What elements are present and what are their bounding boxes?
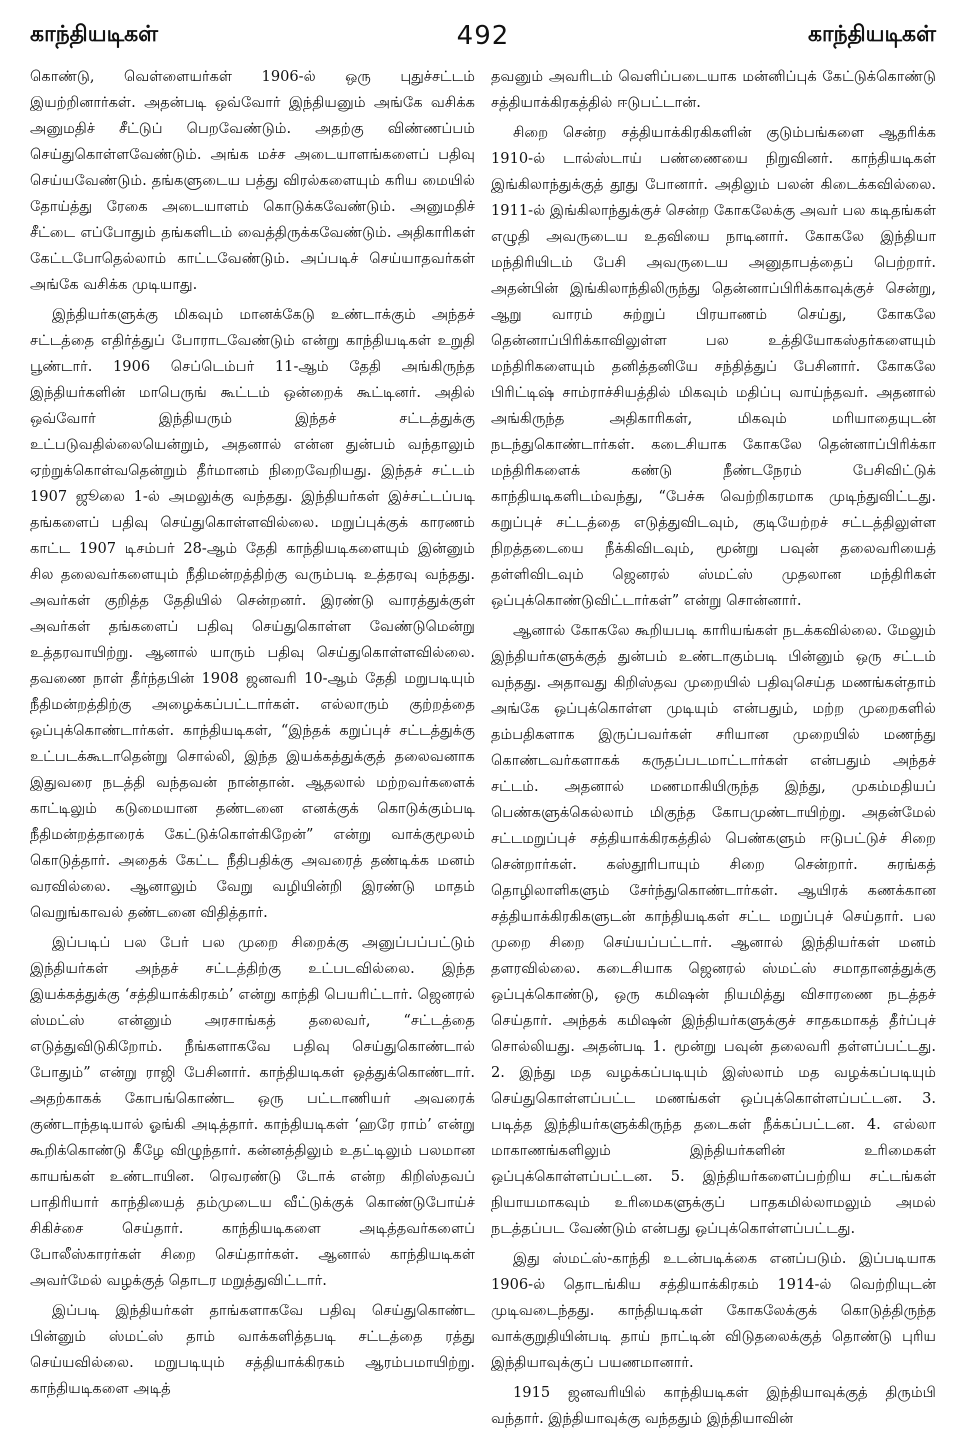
paragraph: ஆனால் கோகலே கூறியபடி காரியங்கள் நடக்கவில்லை. மேலும் இந்தியர்களுக்குத் துன்பம் உண்டாகும்படி பின்னும் ஒரு சட்டம் வந்தது. அதாவது கிறிஸ்தவ முறையில் பதிவுசெய்த மணங்கள்தாம் அங்கே ஒப்புக்கொள்ள முடியும் என்பதும், மற்ற முறைகளில் தம்பதிகளாக இருப்பவர்கள் சரியான முறையில் மணந்து கொண்டவர்களாகக் கருதப்படமாட்டார்கள் என்பதும் அந்தச் சட்டம். அதனால் மணமாகியிருந்த இந்து, முகம்மதியப் பெண்களுக்கெல்லாம் மிகுந்த கோபமுண்டாயிற்று. அதன்மேல் சட்டமறுப்புச் சத்தியாக்கிரகத்தில் பெண்களும் ஈடுபட்டுச் சிறை சென்றார்கள். கஸ்தூரிபாயும் சிறை சென்றார். சுரங்கத் தொழிலாளிகளும் சேர்ந்துகொண்டார்கள். ஆயிரக் கணக்கான சத்தியாக்கிரகிகளுடன் காந்தியடிகள் சட்ட மறுப்புச் செய்தார். பல முறை சிறை செய்யப்பட்டார். ஆனால் இந்தியர்கள் மனம் தளரவில்லை. கடைசியாக ஜெனரல் ஸ்மட்ஸ் சமாதானத்துக்கு ஒப்புக்கொண்டு, ஒரு கமிஷன் நியமித்து விசாரணை நடத்தச் செய்தார். அந்தக் கமிஷன் இந்தியர்களுக்குச் சாதகமாகத் தீர்ப்புச் சொல்லியது. அதன்படி 1. மூன்று பவுன் தலைவரி தள்ளப்பட்டது. 2. இந்து மத வழக்கப்படியும் இஸ்லாம் மத வழக்கப்படியும் செய்துகொள்ளப்பட்ட மணங்கள் ஒப்புக்கொள்ளப்பட்டன. 3. படித்த இந்தியர்களுக்கிருந்த தடைகள் நீக்கப்பட்டன. 4. எல்லா மாகாணங்களிலும் இந்தியர்களின் உரிமைகள் ஒப்புக்கொள்ளப்பட்டன. 5. இந்தியர்களைப்பற்றிய சட்டங்கள் நியாயமாகவும் உரிமைகளுக்குப் பாதகமில்லாமலும் அமல் நடத்தப்பட வேண்டும் என்பது ஒப்புக்கொள்ளப்பட்டது. bbox=[491, 622, 936, 1237]
page-header bbox=[30, 16, 936, 56]
right-column bbox=[491, 64, 936, 1427]
text-columns bbox=[30, 64, 936, 1427]
paragraph: இது ஸ்மட்ஸ்-காந்தி உடன்படிக்கை எனப்படும். இப்படியாக 1906-ல் தொடங்கிய சத்தியாக்கிரகம் 1914-ல் வெற்றியுடன் முடிவடைந்தது. காந்தியடிகள் கோகலேக்குக் கொடுத்திருந்த வாக்குறுதியின்படி தாய் நாட்டின் விடுதலைக்குத் தொண்டு புரிய இந்தியாவுக்குப் பயணமானார். bbox=[491, 1250, 936, 1371]
left-column bbox=[30, 64, 475, 1397]
running-head-right: காந்தியடிகள் bbox=[807, 22, 936, 47]
paragraph: தவனும் அவரிடம் வெளிப்படையாக மன்னிப்புக் கேட்டுக்கொண்டு சத்தியாக்கிரகத்தில் ஈடுபட்டான். bbox=[491, 68, 936, 111]
paragraph: இப்படிப் பல பேர் பல முறை சிறைக்கு அனுப்பப்பட்டும் இந்தியர்கள் அந்தச் சட்டத்திற்கு உட்படவில்லை. இந்த இயக்கத்துக்கு ‘சத்தியாக்கிரகம்’ என்று காந்தி பெயரிட்டார். ஜெனரல் ஸ்மட்ஸ் என்னும் அரசாங்கத் தலைவர், “சட்டத்தை எடுத்துவிடுகிறோம். நீங்களாகவே பதிவு செய்துகொண்டால் போதும்” என்று ராஜி பேசினார். காந்தியடிகள் ஒத்துக்கொண்டார். அதற்காகக் கோபங்கொண்ட ஒரு பட்டாணியர் அவரைக் குண்டாந்தடியால் ஓங்கி அடித்தார். காந்தியடிகள் ‘ஹரே ராம்’ என்று கூறிக்கொண்டு கீழே விழுந்தார். கன்னத்திலும் உதட்டிலும் பலமான காயங்கள் உண்டாயின. ரெவரண்டு டோக் என்ற கிறிஸ்தவப் பாதிரியார் காந்தியைத் தம்முடைய வீட்டுக்குக் கொண்டுபோய்ச் சிகிச்சை செய்தார். காந்தியடிகளை அடித்தவர்களைப் போலீஸ்காரர்கள் சிறை செய்தார்கள். ஆனால் காந்தியடிகள் அவர்மேல் வழக்குத் தொடர மறுத்துவிட்டார். bbox=[30, 934, 475, 1289]
paragraph: இந்தியர்களுக்கு மிகவும் மானக்கேடு உண்டாக்கும் அந்தச் சட்டத்தை எதிர்த்துப் போராடவேண்டும் என்று காந்தியடிகள் உறுதி பூண்டார். 1906 செப்டெம்பர் 11-ஆம் தேதி அங்கிருந்த இந்தியர்களின் மாபெருங் கூட்டம் ஒன்றைக் கூட்டினர். அதில் ஒவ்வோர் இந்தியரும் இந்தச் சட்டத்துக்கு உட்படுவதில்லையென்றும், அதனால் என்ன துன்பம் வந்தாலும் ஏற்றுக்கொள்வதென்றும் தீர்மானம் நிறைவேறியது. இந்தச் சட்டம் 1907 ஜூலை 1-ல் அமலுக்கு வந்தது. இந்தியர்கள் இச்சட்டப்படி தங்களைப் பதிவு செய்துகொள்ளவில்லை. மறுப்புக்குக் காரணம் காட்ட 1907 டிசம்பர் 28-ஆம் தேதி காந்தியடிகளையும் இன்னும் சில தலைவர்களையும் நீதிமன்றத்திற்கு வரும்படி உத்தரவு வந்தது. அவர்கள் குறித்த தேதியில் சென்றனர். இரண்டு வாரத்துக்குள் அவர்கள் தங்களைப் பதிவு செய்துகொள்ள வேண்டுமென்று உத்தரவாயிற்று. ஆனால் யாரும் பதிவு செய்துகொள்ளவில்லை. தவணை நாள் தீர்ந்தபின் 1908 ஜனவரி 10-ஆம் தேதி மறுபடியும் நீதிமன்றத்திற்கு அழைக்கப்பட்டார்கள். எல்லாரும் குற்றத்தை ஒப்புக்கொண்டார்கள். காந்தியடிகள், “இந்தக் கறுப்புச் சட்டத்துக்கு உட்படக்கூடாதென்று சொல்லி, இந்த இயக்கத்துக்குத் தலைவனாக இதுவரை நடத்தி வந்தவன் நான்தான். ஆதலால் மற்றவர்களைக் காட்டிலும் கடுமையான தண்டனை எனக்குக் கொடுக்கும்படி நீதிமன்றத்தாரைக் கேட்டுக்கொள்கிறேன்” என்று வாக்குமூலம் கொடுத்தார். அதைக் கேட்ட நீதிபதிக்கு அவரைத் தண்டிக்க மனம் வரவில்லை. ஆனாலும் வேறு வழியின்றி இரண்டு மாதம் வெறுங்காவல் தண்டனை விதித்தார். bbox=[30, 306, 475, 921]
paragraph: 1915 ஜனவரியில் காந்தியடிகள் இந்தியாவுக்குத் திரும்பி வந்தார். இந்தியாவுக்கு வந்ததும் இந்தியாவின் bbox=[491, 1384, 936, 1427]
running-head-left: காந்தியடிகள் bbox=[30, 22, 159, 47]
paragraph: இப்படி இந்தியர்கள் தாங்களாகவே பதிவு செய்துகொண்ட பின்னும் ஸ்மட்ஸ் தாம் வாக்களித்தபடி சட்டத்தை ரத்து செய்யவில்லை. மறுபடியும் சத்தியாக்கிரகம் ஆரம்பமாயிற்று. காந்தியடிகளை அடித் bbox=[30, 1302, 475, 1397]
page-number: 492 bbox=[456, 21, 510, 51]
paragraph: கொண்டு, வெள்ளையர்கள் 1906-ல் ஒரு புதுச்சட்டம் இயற்றினார்கள். அதன்படி ஒவ்வோர் இந்தியனும் அங்கே வசிக்க அனுமதிச் சீட்டுப் பெறவேண்டும். அதற்கு விண்ணப்பம் செய்துகொள்ளவேண்டும். அங்க மச்ச அடையாளங்களைப் பதிவு செய்யவேண்டும். தங்களுடைய பத்து விரல்களையும் கரிய மையில் தோய்த்து ரேகை அடையாளம் கொடுக்கவேண்டும். அனுமதிச் சீட்டை எப்போதும் தங்களிடம் வைத்திருக்கவேண்டும். அதிகாரிகள் கேட்டபோதெல்லாம் காட்டவேண்டும். அப்படிச் செய்யாதவர்கள் அங்கே வசிக்க முடியாது. bbox=[30, 68, 475, 293]
paragraph: சிறை சென்ற சத்தியாக்கிரகிகளின் குடும்பங்களை ஆதரிக்க 1910-ல் டால்ஸ்டாய் பண்ணையை நிறுவினர். காந்தியடிகள் இங்கிலாந்துக்குத் தூது போனார். அதிலும் பலன் கிடைக்கவில்லை. 1911-ல் இங்கிலாந்துக்குச் சென்ற கோகலேக்கு அவர் பல கடிதங்கள் எழுதி அவருடைய உதவியை நாடினார். கோகலே இந்தியா மந்திரியிடம் பேசி அவருடைய அனுதாபத்தைப் பெற்றார். அதன்பின் இங்கிலாந்திலிருந்து தென்னாப்பிரிக்காவுக்குச் சென்று, ஆறு வாரம் சுற்றுப் பிரயாணம் செய்து, கோகலே தென்னாப்பிரிக்காவிலுள்ள பல உத்தியோகஸ்தர்களையும் மந்திரிகளையும் தனித்தனியே சந்தித்துப் பேசினார். கோகலே பிரிட்டிஷ் சாம்ராச்சியத்தில் மிகவும் மதிப்பு வாய்ந்தவர். அதனால் அங்கிருந்த அதிகாரிகள், மிகவும் மரியாதையுடன் நடந்துகொண்டார்கள். கடைசியாக கோகலே தென்னாப்பிரிக்கா மந்திரிகளைக் கண்டு நீண்டநேரம் பேசிவிட்டுக் காந்தியடிகளிடம்வந்து, “பேச்சு வெற்றிகரமாக முடிந்துவிட்டது. கறுப்புச் சட்டத்தை எடுத்துவிடவும், குடியேற்றச் சட்டத்திலுள்ள நிறத்தடையை நீக்கிவிடவும், மூன்று பவுன் தலைவரியைத் தள்ளிவிடவும் ஜெனரல் ஸ்மட்ஸ் முதலான மந்திரிகள் ஒப்புக்கொண்டுவிட்டார்கள்” என்று சொன்னார். bbox=[491, 124, 936, 609]
